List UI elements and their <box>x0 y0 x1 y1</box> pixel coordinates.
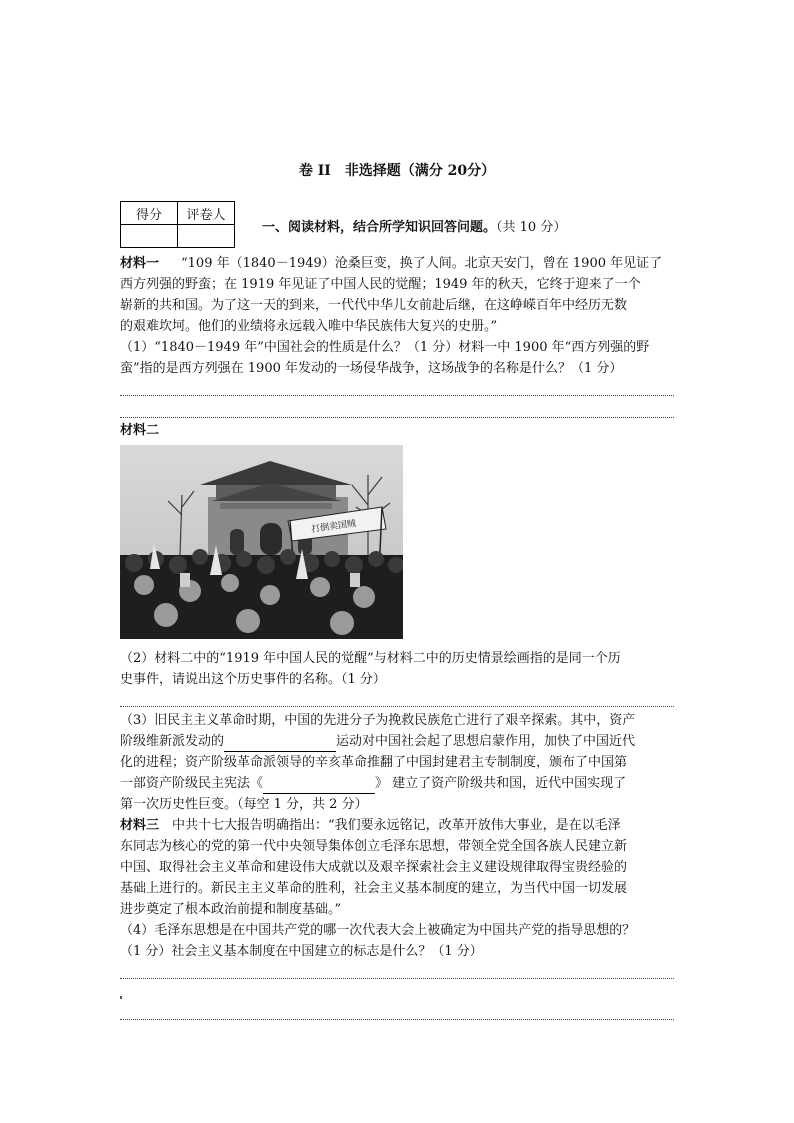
section-heading-text: 一、阅读材料，结合所学知识回答问题。 <box>262 220 497 235</box>
q3-blank-2[interactable] <box>263 778 375 794</box>
material3-line-2: 东同志为核心的党的第一代中央领导集体创立毛泽东思想，带领全党全国各族人民建立新 <box>120 839 628 854</box>
material1-line-4: 的艰难坎坷。他们的业绩将永远载入唯中华民族伟大复兴的史册。” <box>120 319 498 334</box>
material1-text-1: “109 年（1840－1949）沧桑巨变，换了人间。北京天安门，曾在 1900 年见证了 <box>181 256 663 271</box>
stray-mark <box>120 996 122 999</box>
section-heading <box>262 216 566 235</box>
q3-line-2-a: 阶级维新派发动的 <box>120 734 225 749</box>
material1-label: 材料一 <box>120 256 160 271</box>
q4-line-1: （4）毛泽东思想是在中国共产党的哪一次代表大会上被确定为中国共产党的指导思想的？ <box>120 923 636 938</box>
q4-line-2: （1 分）社会主义基本制度在中国建立的标志是什么？（1 分） <box>120 944 483 959</box>
answer-line-q1-a <box>120 395 674 396</box>
material3-line-1 <box>120 815 676 836</box>
may-fourth-photo <box>120 445 403 639</box>
q2-line-1: （2）材料二中的“1919 年中国人民的觉醒”与材料二中的历史情景绘画指的是同一个历 <box>120 651 621 666</box>
answer-line-q4-b <box>120 1019 674 1020</box>
banner-text: 打倒卖国贼 <box>310 518 357 536</box>
q3-blank-1[interactable] <box>224 736 336 752</box>
grader-header: 评卷人 <box>178 202 235 225</box>
q2-line-2: 史事件，请说出这个历史事件的名称。（1 分） <box>120 672 386 687</box>
material2-label: 材料二 <box>120 423 160 438</box>
material3-line-5: 进步奠定了根本政治前提和制度基础。” <box>120 902 342 917</box>
answer-line-q1-b <box>120 417 674 418</box>
q3-line-2 <box>120 731 676 752</box>
page-title: 卷 II 非选择题（满分 20分） <box>298 163 496 179</box>
material1-line-2: 西方列强的野蛮；在 1919 年见证了中国人民的觉醒；1949 年的秋天，它终于迎来了一个 <box>120 277 641 292</box>
q3-line-3: 化的进程；资产阶级革命派领导的辛亥革命推翻了中国封建君主专制制度，颁布了中国第 <box>120 755 628 770</box>
material1-line-3: 崭新的共和国。为了这一天的到来，一代代中华儿女前赴后继，在这峥嵘百年中经历无数 <box>120 298 628 313</box>
section-points: （共 10 分） <box>496 220 567 235</box>
q1-line-2: 蛮”指的是西方列强在 1900 年发动的一场侵华战争，这场战争的名称是什么？（1 分） <box>120 361 623 376</box>
q3-line-4-b: 》 建立了资产阶级共和国，近代中国实现了 <box>375 776 627 791</box>
score-cell <box>121 225 178 248</box>
answer-line-q2 <box>120 706 674 707</box>
answer-line-q4-a <box>120 978 674 979</box>
material3-line-3: 中国、取得社会主义革命和建设伟大成就以及艰辛探索社会主义建设规律取得宝贵经验的 <box>120 860 628 875</box>
q1-line-1: （1）“1840－1949 年”中国社会的性质是什么？（1 分）材料一中 1900 年“西方列强的野 <box>120 340 650 355</box>
q3-line-4-a: 一部资产阶级民主宪法《 <box>120 776 264 791</box>
score-header: 得分 <box>121 202 178 225</box>
material3-text-1: 中共十七大报告明确指出：“我们要永远铭记，改革开放伟大事业，是在以毛泽 <box>159 818 621 833</box>
material3-line-4: 基础上进行的。新民主主义革命的胜利，社会主义基本制度的建立，为当代中国一切发展 <box>120 881 628 896</box>
q3-line-4 <box>120 773 676 794</box>
q3-line-1: （3）旧民主主义革命时期，中国的先进分子为挽救民族危亡进行了艰辛探索。其中，资产 <box>120 713 636 728</box>
grader-cell <box>178 225 235 248</box>
q3-line-5: 第一次历史性巨变。（每空 1 分，共 2 分） <box>120 797 368 812</box>
material1-line-1 <box>120 253 676 274</box>
q3-line-2-b: 运动对中国社会起了思想启蒙作用，加快了中国近代 <box>336 734 636 749</box>
material3-label: 材料三 <box>120 818 160 833</box>
score-table <box>120 201 235 248</box>
